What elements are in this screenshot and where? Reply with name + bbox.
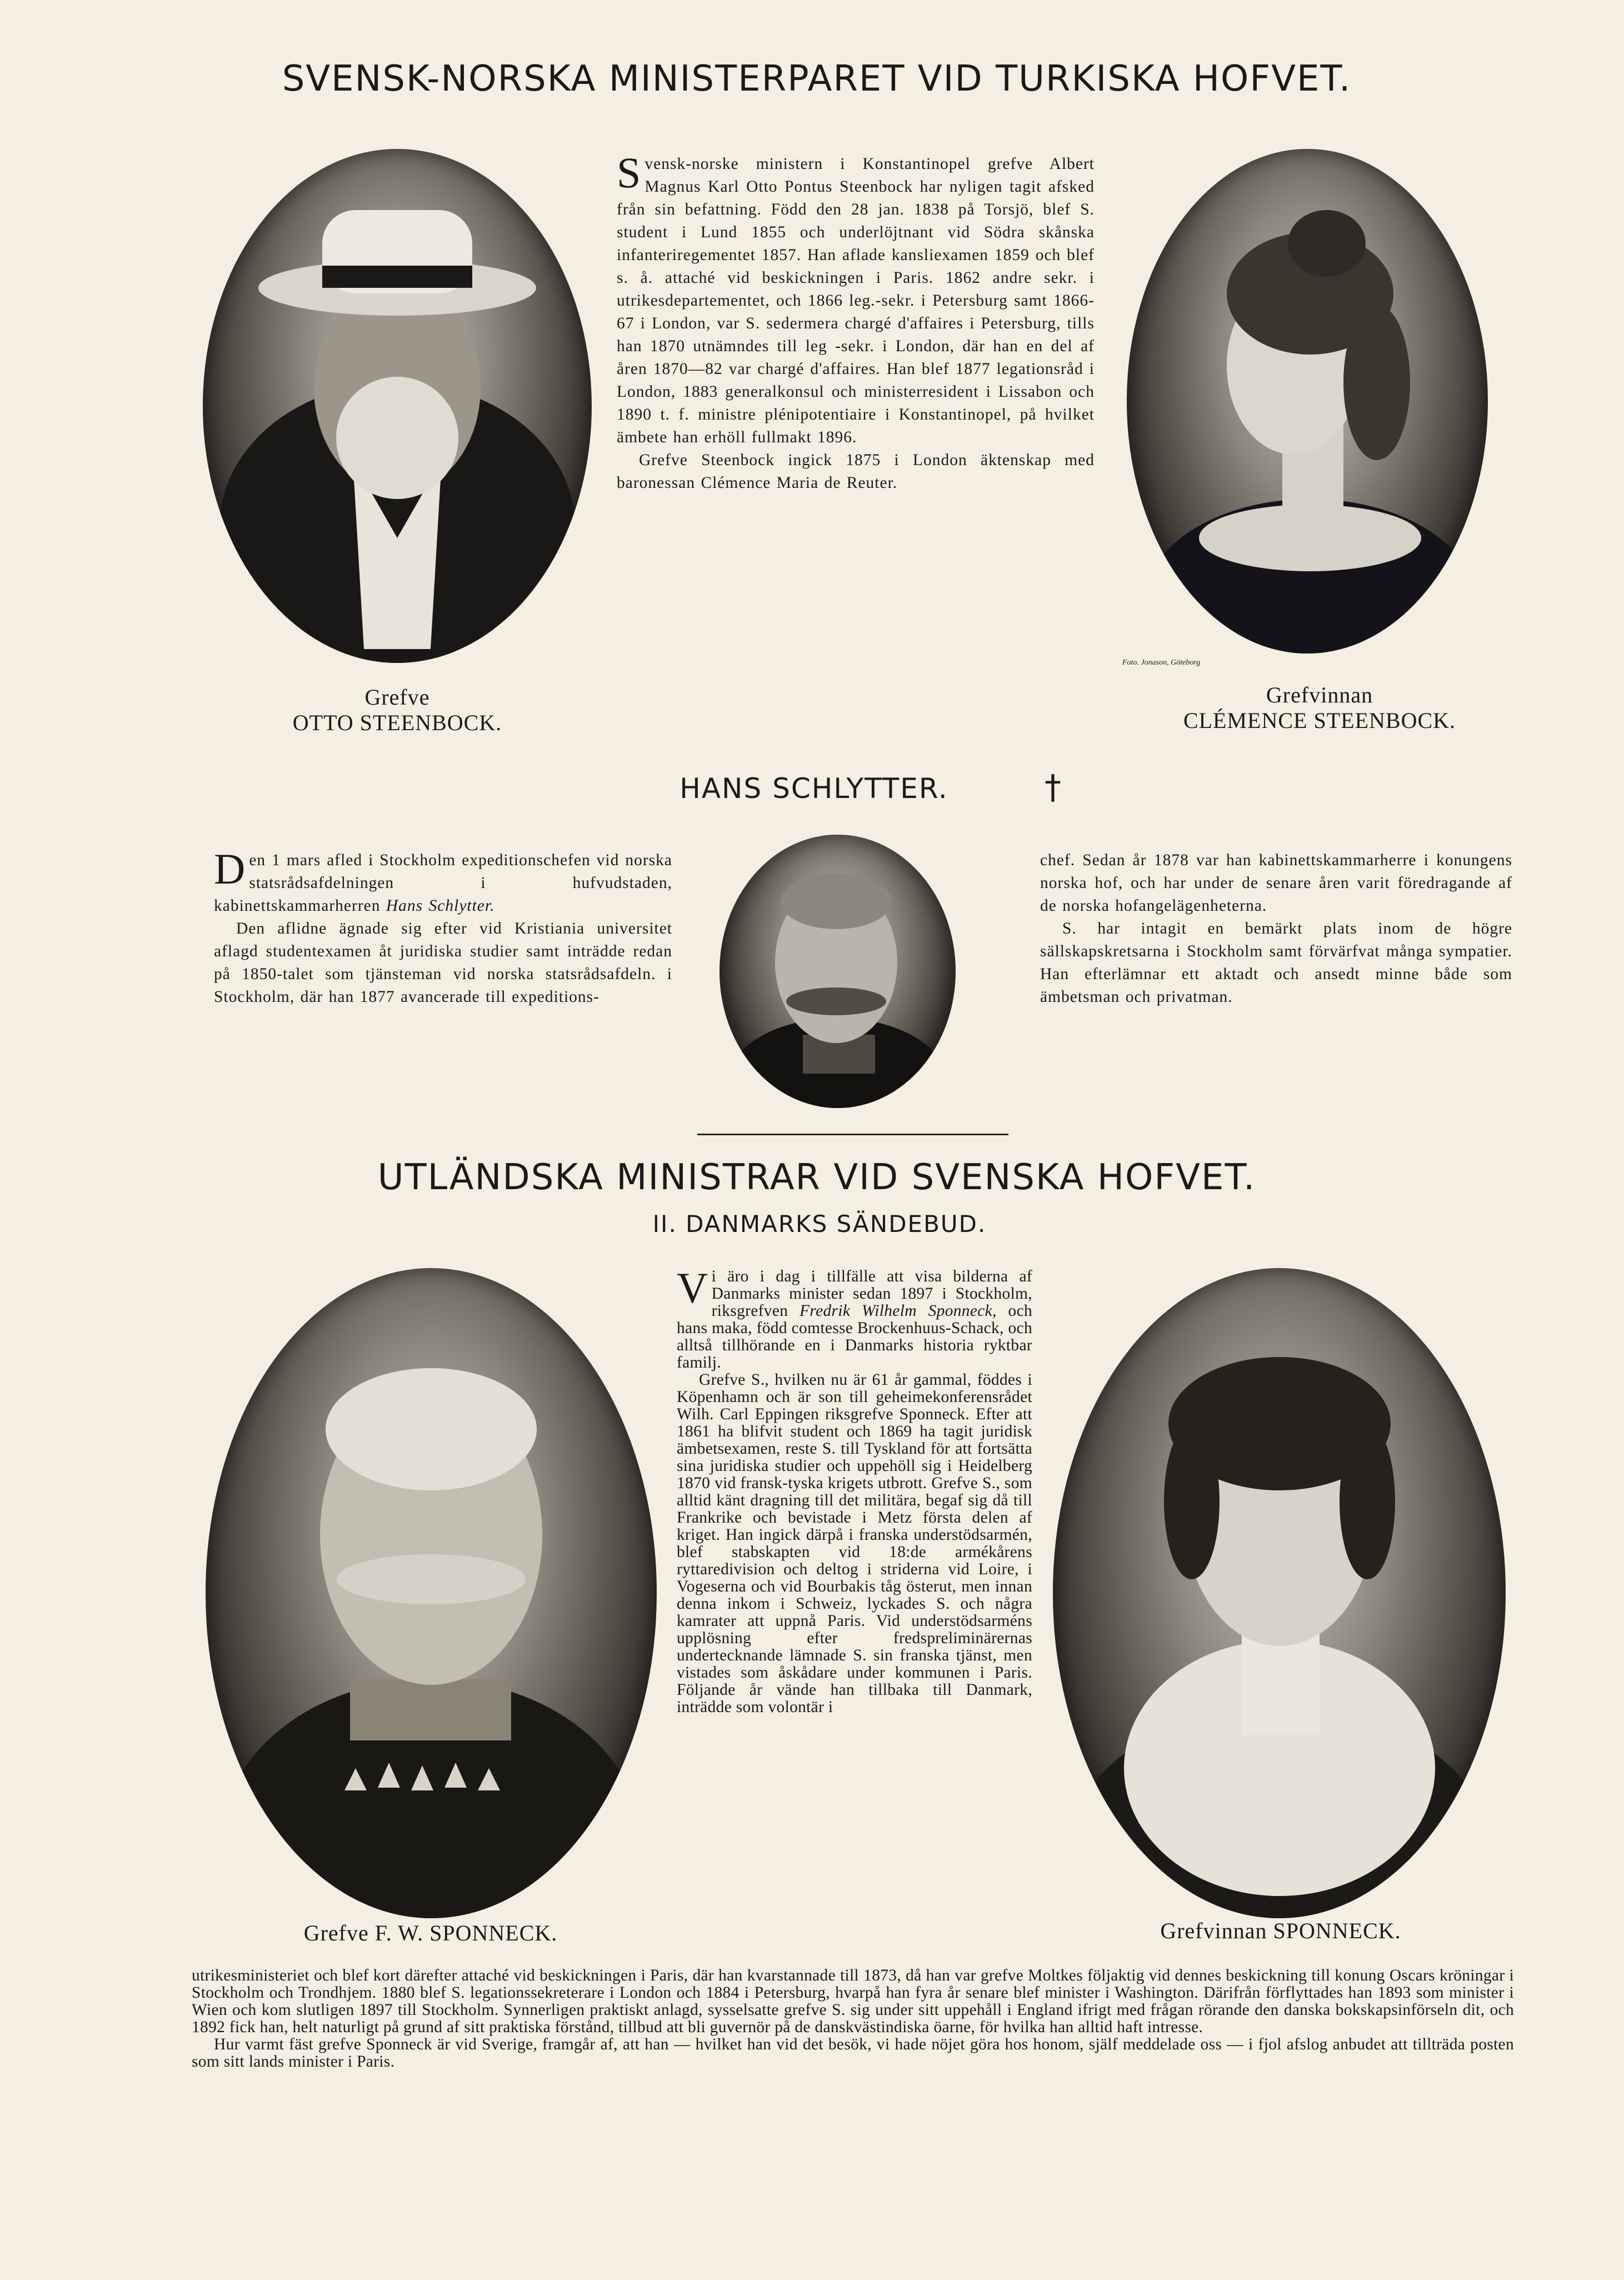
schlytter-paragraph-3: chef. Sedan år 1878 var han kabinettskammarherre i konungens norska hof, och har under de senare åren varit föredragande af de norska hofangelägenheterna. <box>1040 851 1512 915</box>
portrait-grefvinnan-sponneck <box>1053 1268 1506 1918</box>
photo-credit: Foto. Jonason, Göteborg <box>1122 658 1201 667</box>
section-divider <box>697 1134 1008 1135</box>
section3-subtitle: II. DANMARKS SÄNDEBUD. <box>652 1210 987 1238</box>
portrait-hans-schlytter <box>719 835 956 1108</box>
steenbock-article <box>617 148 1095 495</box>
steenbock-paragraph-2: Grefve Steenbock ingick 1875 i London äktenskap med baronessan Clémence Maria de Reuter. <box>617 451 1095 492</box>
sponneck-paragraph-2: Grefve S., hvilken nu är 61 år gammal, föddes i Köpenhamn och är son till geheimekonferensrådet Wilh. Carl Eppingen riksgrefve Sponneck. Efter att 1861 ha blifvit student och 1869 ha tagit juridisk ämbetsexamen, reste S. till Tyskland för att fortsätta sina juridiska studier och uppehöll sig i Heidelberg 1870 vid fransk-tyska krigets utbrott. Grefve S., som alltid känt dragning till det militära, begaf sig då till Frankrike och bevistade i Metz första delen af kriget. Han ingick därpå i franska understödsarmén, blef stabskapten vid 18:de armékårens ryttaredivision och deltog i striderna vid Loire, i Vogeserna och vid Bourbakis tåg österut, men innan denna inkom i Schweiz, lyckades S. och några kamrater att uppnå Paris. Vid understödsarméns upplösning efter fredspreliminärernas undertecknande lämnade S. sin franska tjänst, men vistades som åskådare under kommunen i Paris. Följande år vände han tillbaka till Danmark, inträdde som volontär i <box>677 1371 1032 1716</box>
section2-title: HANS SCHLYTTER. <box>679 772 948 805</box>
sponneck-center-column <box>677 1264 1033 1716</box>
dropcap-d: D <box>214 845 246 893</box>
schlytter-paragraph-2: Den aflidne ägnade sig efter vid Kristiania universitet aflagd studentexamen åt juridiska studier samt inträdde redan på 1850-talet som tjänsteman vid norska statsrådsafdeln. i Stockholm, där han 1877 avancerade till expeditions- <box>214 920 672 1006</box>
steenbock-paragraph-1: vensk-norske ministern i Konstantinopel grefve Albert Magnus Karl Otto Pontus Steenbock har nyligen tagit afsked från sin befattning. Född den 28 jan. 1838 på Torsjö, blef S. student i Lund 1855 och underlöjtnant vid Södra skånska infanteriregementet 1857. Han aflade kansliexamen 1859 och blef s. å. attaché vid beskickningen i Paris. 1862 andre sekr. i utrikesdepartementet, och 1866 leg.-sekr. i Petersburg samt 1866-67 i London, var S. sedermera chargé d'affaires i Petersburg, tills han 1870 utnämndes till leg -sekr. i London, där han en del af åren 1870—82 var chargé d'affaires. Han blef 1877 legationsråd i London, 1883 generalkonsul och ministerresident i Lissabon och 1890 t. f. ministre plénipotentiaire i Konstantinopel, på hvilket ämbete han erhöll fullmakt 1896. <box>617 155 1095 446</box>
schlytter-name: Hans Schlytter. <box>386 897 495 915</box>
caption-otto-line2: OTTO STEENBOCK. <box>292 710 502 735</box>
schlytter-paragraph-4: S. har intagit en bemärkt plats inom de högre sällskapskretsarna i Stockholm samt förvärfvat många sympatier. Han efterlämnar ett aktadt och ansedt minne både som ämbetsman och privatman. <box>1040 920 1512 1006</box>
sponneck-paragraph-4: Hur varmt fäst grefve Sponneck är vid Sverige, framgår af, att han — hvilket han vid det besök, vi hade nöjet göra hos honom, själf meddelade oss — i fjol afslog anbudet att tillträda posten som sitt lands minister i Paris. <box>192 2035 1514 2071</box>
sponneck-name: Fredrik Wilhelm Sponneck, <box>799 1302 997 1320</box>
portrait-fw-sponneck <box>206 1268 657 1918</box>
sponneck-paragraph-3: utrikesministeriet och blef kort därefter attaché vid beskickningen i Paris, där han kvarstannade till 1873, då han var grefve Moltkes följaktig vid dennes beskickning till konung Oscars kröningar i Stockholm och Trondhjem. 1880 blef S. legationssekreterare i London och 1884 i Petersburg, hvarpå han fyra år senare blef minister i Washington. Därifrån förflyttades han 1893 som minister i Wien och kom slutligen 1897 till Stockholm. Synnerligen praktiskt anlagd, sysselsatte grefve S. sig under sitt uppehåll i England ifrigt med frågan rörande den danska bokskapsinförseln dit, och 1892 fick han, helt naturligt på grund af sitt praktiska förstånd, tillbud att bli guvernör på de danskvästindiska öarne, för hvilka han alltid haft intresse. <box>192 1967 1514 2036</box>
dagger-icon: † <box>1045 768 1061 807</box>
caption-fw-sponneck: Grefve F. W. SPONNECK. <box>303 1920 558 1945</box>
portrait-clemence-steenbock <box>1127 149 1488 653</box>
sponneck-full-width <box>192 1967 1514 2071</box>
caption-clemence-line1: Grefvinnan <box>1266 682 1373 707</box>
section3-title: UTLÄNDSKA MINISTRAR VID SVENSKA HOFVET. <box>377 1157 1256 1198</box>
portrait-otto-steenbock <box>203 149 592 663</box>
caption-clemence-line2: CLÉMENCE STEENBOCK. <box>1183 708 1456 733</box>
caption-grefvinnan-sponneck: Grefvinnan SPONNECK. <box>1160 1918 1401 1943</box>
caption-otto-line1: Grefve <box>364 685 430 710</box>
schlytter-left-column <box>214 845 672 1009</box>
section1-title: SVENSK-NORSKA MINISTERPARET VID TURKISKA HOFVET. <box>282 58 1352 99</box>
schlytter-paragraph-1: en 1 mars afled i Stockholm expeditionschefen vid norska statsrådsafdelningen i hufvudstaden, kabinettskammarherren <box>214 851 672 915</box>
dropcap-s: S <box>617 148 642 197</box>
sponneck-paragraph-1a: i äro i dag i tillfälle att visa bilderna af Danmarks minister sedan 1897 i Stockholm, riksgrefven <box>711 1268 1032 1320</box>
schlytter-right-column <box>1040 849 1512 1009</box>
dropcap-v: V <box>677 1264 708 1312</box>
sponneck-paragraph-1b: och hans maka, född comtesse Brockenhuus-Schack, och alltså tillhörande en i Danmarks historia ryktbar familj. <box>677 1302 1033 1371</box>
